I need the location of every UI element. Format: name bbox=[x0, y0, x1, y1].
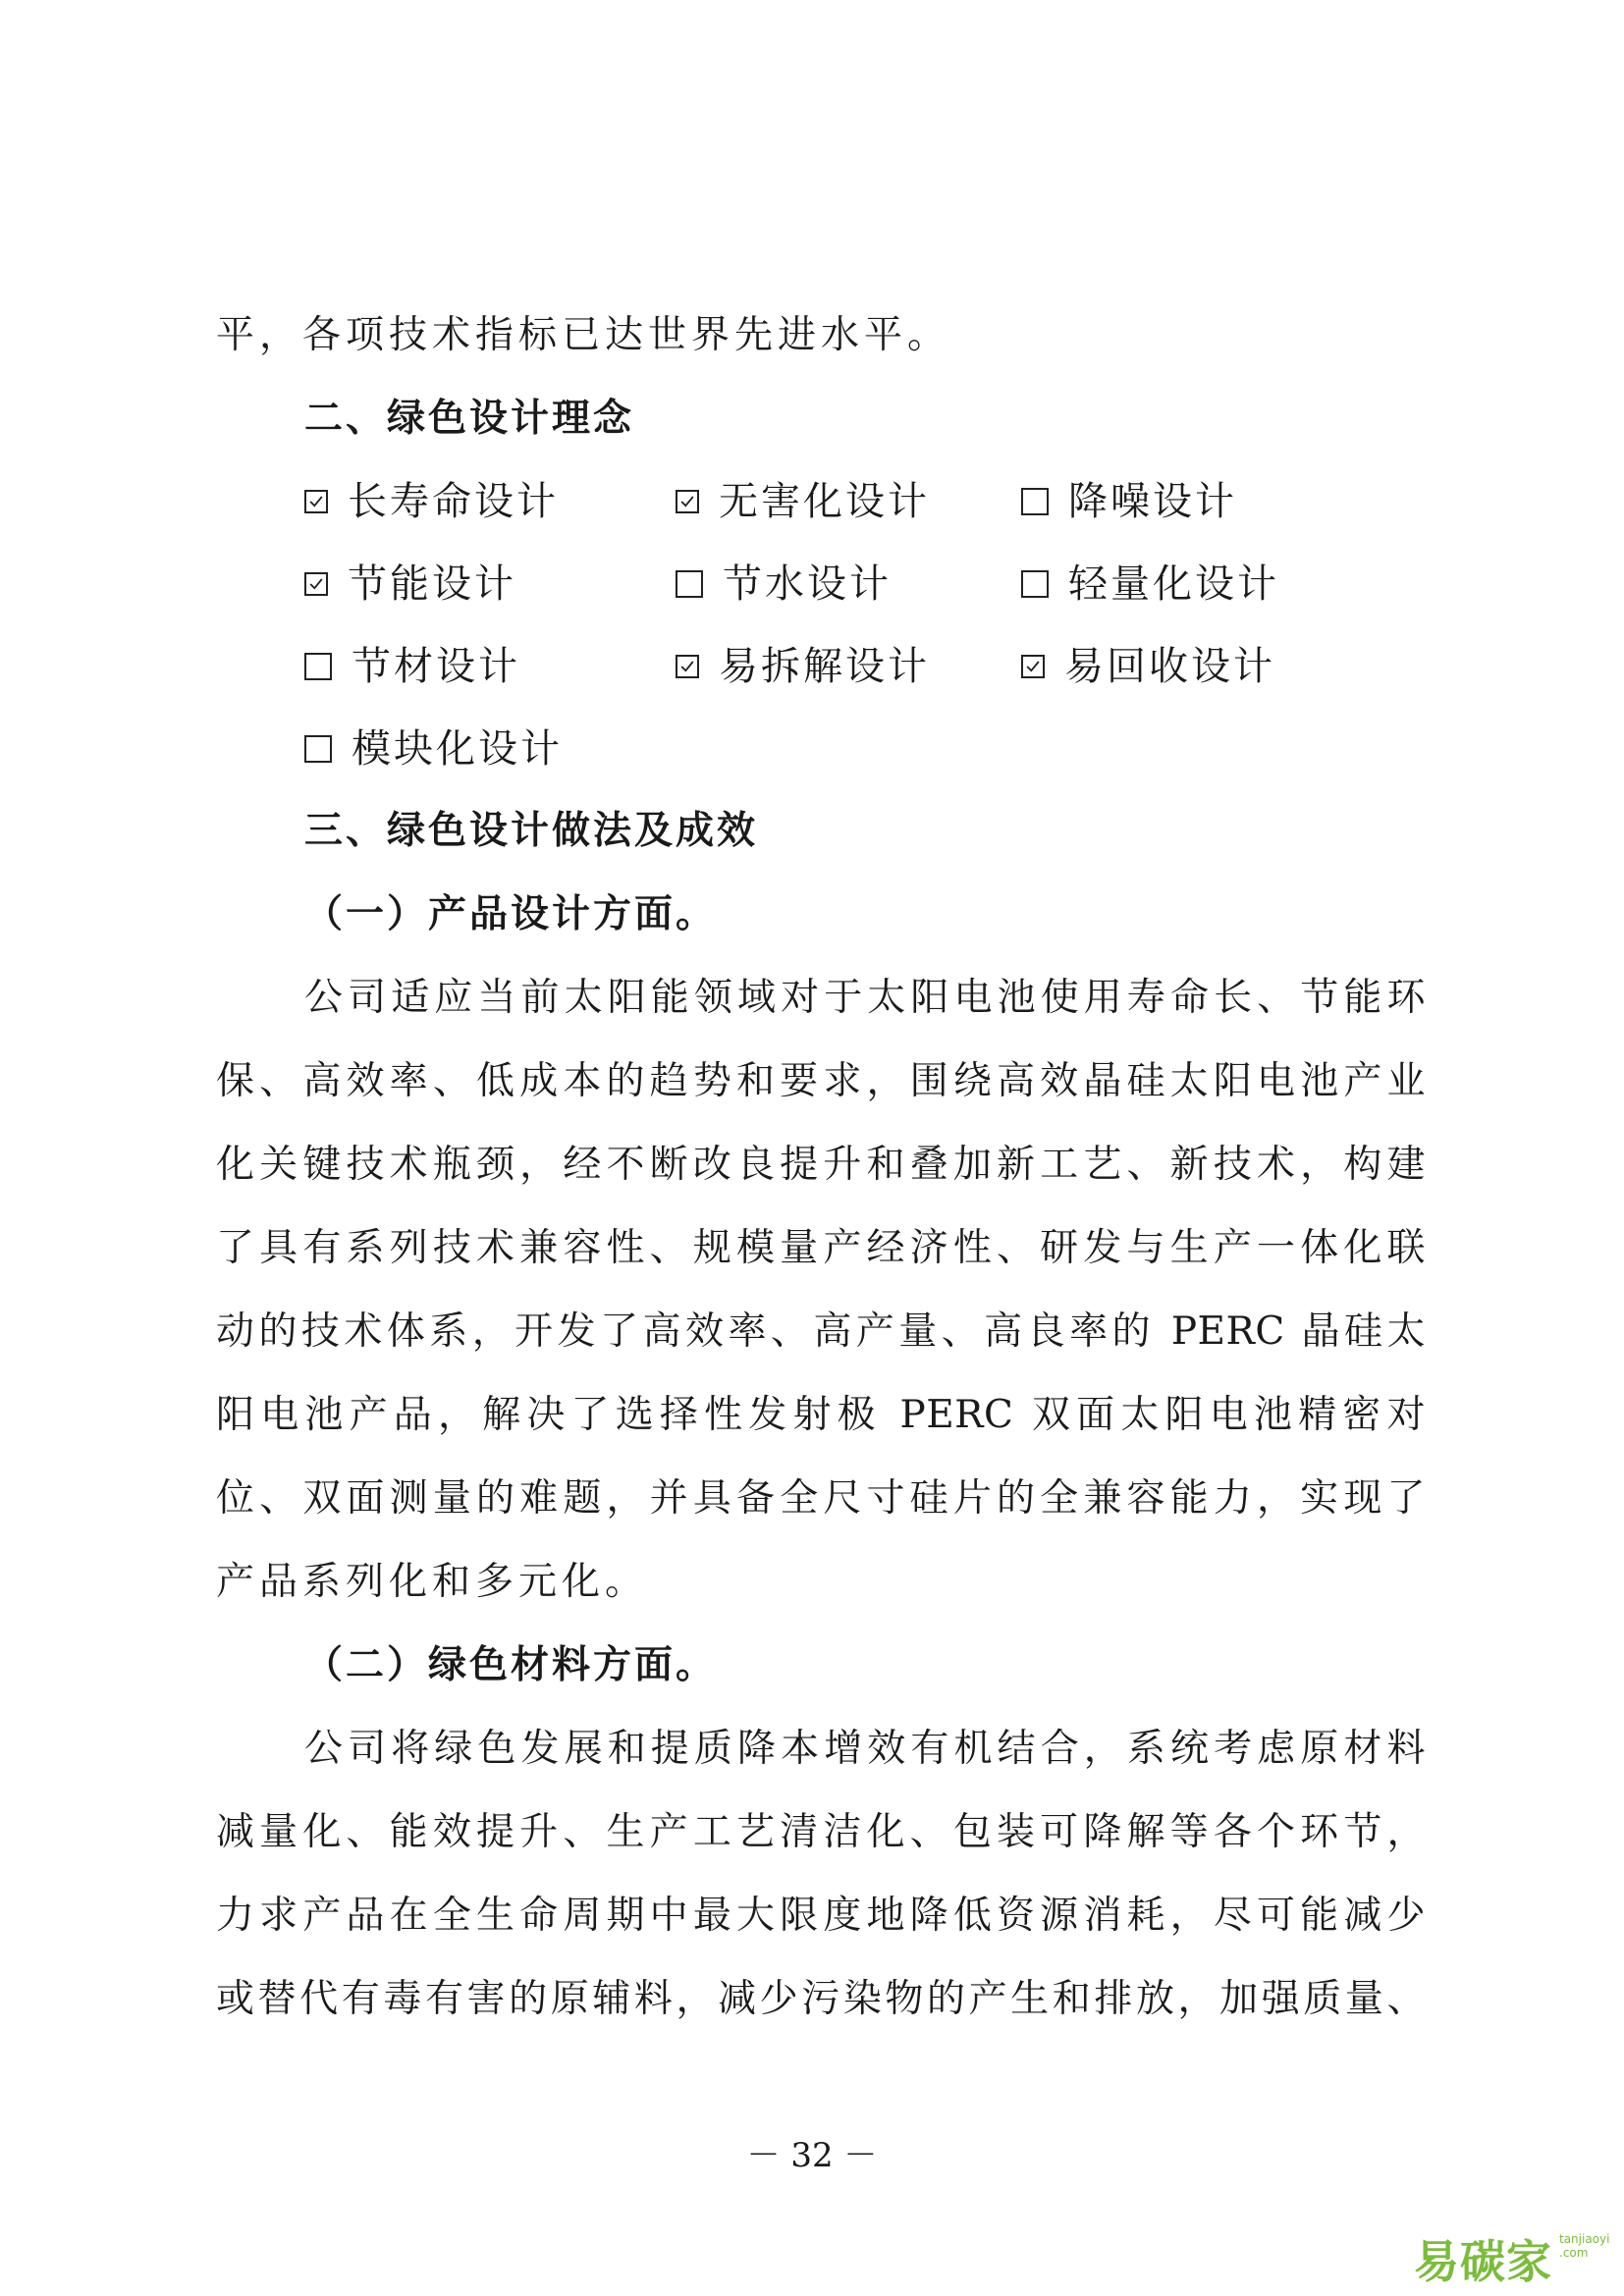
subsection-heading: （一）产品设计方面。 bbox=[304, 892, 718, 936]
paragraph-line: 力求产品在全生命周期中最大限度地降低资源消耗，尽可能减少 bbox=[216, 1894, 1426, 1938]
paragraph-line: 位、双面测量的难题，并具备全尺寸硅片的全兼容能力，实现了 bbox=[216, 1476, 1426, 1521]
section-heading: 二、绿色设计理念 bbox=[304, 397, 635, 441]
checkbox-item bbox=[304, 726, 563, 772]
checkbox-label: 易回收设计 bbox=[1064, 644, 1275, 689]
checkbox-label: 降噪设计 bbox=[1068, 479, 1237, 524]
checkbox-item bbox=[304, 479, 559, 524]
subsection-heading: （二）绿色材料方面。 bbox=[304, 1643, 718, 1687]
body-line: 平，各项技术指标已达世界先进水平。 bbox=[216, 313, 951, 357]
checkbox-item bbox=[304, 561, 516, 607]
checkbox-label: 无害化设计 bbox=[719, 479, 930, 524]
checkbox-item bbox=[676, 561, 892, 607]
checkbox-empty-icon bbox=[676, 570, 703, 598]
checkbox-checked-icon bbox=[676, 655, 699, 678]
paragraph-line: 阳电池产品，解决了选择性发射极 PERC 双面太阳电池精密对 bbox=[216, 1393, 1426, 1437]
paragraph-line: 了具有系列技术兼容性、规模量产经济性、研发与生产一体化联 bbox=[216, 1226, 1426, 1270]
checkbox-empty-icon bbox=[1021, 488, 1049, 515]
checkbox-label: 易拆解设计 bbox=[719, 644, 930, 689]
watermark-domain-suffix: .com bbox=[1559, 2246, 1589, 2261]
checkbox-label: 模块化设计 bbox=[352, 726, 563, 772]
section-heading: 三、绿色设计做法及成效 bbox=[304, 809, 759, 853]
checkbox-item bbox=[1021, 561, 1279, 607]
paragraph-line: 减量化、能效提升、生产工艺清洁化、包装可降解等各个环节， bbox=[216, 1810, 1426, 1854]
paragraph-line: 动的技术体系，开发了高效率、高产量、高良率的 PERC 晶硅太 bbox=[216, 1309, 1426, 1354]
checkbox-checked-icon bbox=[676, 490, 699, 513]
page-number: － 32 － bbox=[746, 2136, 878, 2175]
checkbox-item bbox=[1021, 644, 1275, 689]
checkbox-label: 节能设计 bbox=[348, 561, 516, 607]
checkbox-empty-icon bbox=[304, 653, 332, 680]
checkbox-item bbox=[676, 479, 930, 524]
paragraph-line: 保、高效率、低成本的趋势和要求，围绕高效晶硅太阳电池产业 bbox=[216, 1059, 1426, 1103]
checkbox-checked-icon bbox=[304, 490, 328, 513]
paragraph-line: 或替代有毒有害的原辅料，减少污染物的产生和排放，加强质量、 bbox=[216, 1977, 1426, 2021]
checkbox-checked-icon bbox=[1021, 655, 1045, 678]
checkbox-checked-icon bbox=[304, 572, 328, 596]
checkbox-label: 节水设计 bbox=[723, 561, 892, 607]
paragraph-line: 产品系列化和多元化。 bbox=[216, 1560, 649, 1604]
paragraph-line: 公司将绿色发展和提质降本增效有机结合，系统考虑原材料 bbox=[304, 1727, 1426, 1771]
checkbox-label: 轻量化设计 bbox=[1068, 561, 1279, 607]
watermark-logo bbox=[1414, 2220, 1620, 2291]
watermark-text: 易碳家 bbox=[1414, 2235, 1552, 2288]
checkbox-label: 长寿命设计 bbox=[348, 479, 559, 524]
paragraph-line: 公司适应当前太阳能领域对于太阳电池使用寿命长、节能环 bbox=[304, 976, 1426, 1020]
checkbox-empty-icon bbox=[1021, 570, 1049, 598]
checkbox-item bbox=[676, 644, 930, 689]
watermark-domain bbox=[1559, 2232, 1609, 2261]
watermark-domain-name: tanjiaoyi bbox=[1559, 2232, 1610, 2246]
checkbox-empty-icon bbox=[304, 735, 332, 763]
paragraph-line: 化关键技术瓶颈，经不断改良提升和叠加新工艺、新技术，构建 bbox=[216, 1143, 1426, 1187]
checkbox-item bbox=[1021, 479, 1237, 524]
checkbox-item bbox=[304, 644, 520, 689]
checkbox-label: 节材设计 bbox=[352, 644, 520, 689]
